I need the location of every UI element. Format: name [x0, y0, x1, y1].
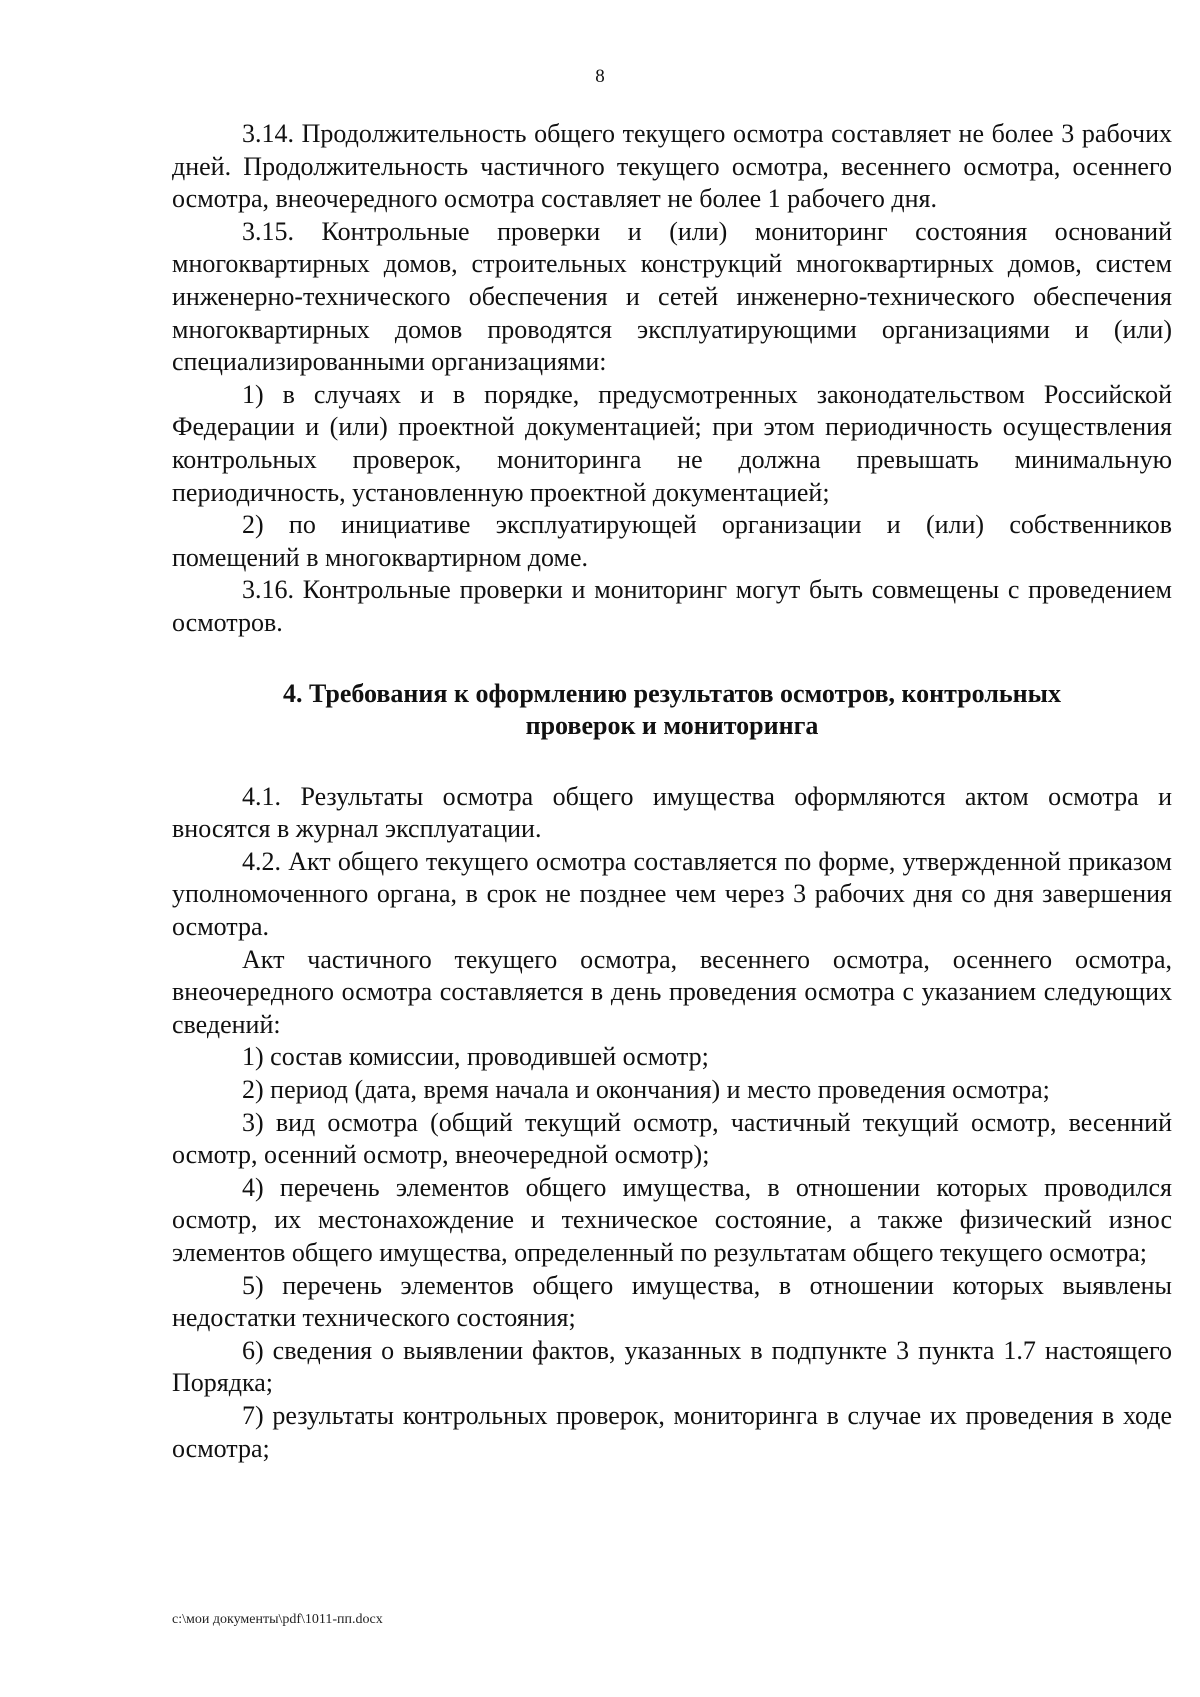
footer-file-path: c:\мои документы\pdf\1011-пп.docx: [172, 1612, 383, 1627]
paragraph-4-2-act-partial: Акт частичного текущего осмотра, весеннего осмотра, осеннего осмотра, внеочередного осмотра составляется в день проведения осмотра с указанием следующих сведений:: [172, 944, 1172, 1039]
list-item-7: 7) результаты контрольных проверок, мониторинга в случае их проведения в ходе осмотра;: [172, 1400, 1172, 1463]
section-4-heading: [172, 678, 1172, 743]
list-item-4: 4) перечень элементов общего имущества, в отношении которых проводился осмотр, их местонахождение и техническое состояние, а также физический износ элементов общего имущества, определенный по результатам общего текущего осмотра;: [172, 1172, 1172, 1267]
paragraph-3-16: 3.16. Контрольные проверки и мониторинг могут быть совмещены с проведением осмотров.: [172, 575, 1172, 637]
list-item-1: 1) состав комиссии, проводившей осмотр;: [242, 1042, 709, 1072]
list-item-2: 2) период (дата, время начала и окончания) и место проведения осмотра;: [242, 1075, 1050, 1105]
page-number: 8: [595, 66, 605, 87]
paragraph-3-15-item-1: 1) в случаях и в порядке, предусмотренных законодательством Российской Федерации и (или) проектной документацией; при этом периодичность осуществления контрольных проверок, мониторинга не должна превышать минимальную периодичность, установленную проектной документацией;: [172, 379, 1172, 507]
paragraph-4-2: 4.2. Акт общего текущего осмотра составляется по форме, утвержденной приказом уполномоченного органа, в срок не позднее чем через 3 рабочих дня со дня завершения осмотра.: [172, 846, 1172, 942]
list-item-6: 6) сведения о выявлении фактов, указанных в подпункте 3 пункта 1.7 настоящего Порядка;: [172, 1335, 1172, 1398]
paragraph-3-14: 3.14. Продолжительность общего текущего осмотра составляет не более 3 рабочих дней. Продолжительность частичного текущего осмотра, весеннего осмотра, осеннего осмотра, внеочередного осмотра составляет не более 1 рабочего дня.: [172, 119, 1172, 214]
section-4-heading-line-1: 4. Требования к оформлению результатов осмотров, контрольных: [283, 678, 1061, 708]
list-item-3: 3) вид осмотра (общий текущий осмотр, частичный текущий осмотр, весенний осмотр, осенний осмотр, внеочередной осмотр);: [172, 1107, 1172, 1170]
paragraph-3-15: 3.15. Контрольные проверки и (или) мониторинг состояния оснований многоквартирных домов, строительных конструкций многоквартирных домов, систем инженерно-технического обеспечения и сетей инженерно-технического обеспечения многоквартирных домов проводятся эксплуатирующими организациями и (или) специализированными организациями:: [172, 216, 1172, 377]
document-body: [172, 118, 1172, 1465]
paragraph-4-1: 4.1. Результаты осмотра общего имущества оформляются актом осмотра и вносятся в журнал эксплуатации.: [172, 781, 1172, 844]
list-item-5: 5) перечень элементов общего имущества, в отношении которых выявлены недостатки технического состояния;: [172, 1270, 1172, 1333]
section-4-heading-line-2: проверок и мониторинга: [525, 711, 819, 741]
paragraph-3-15-item-2: 2) по инициативе эксплуатирующей организации и (или) собственников помещений в многоквартирном доме.: [172, 510, 1172, 572]
